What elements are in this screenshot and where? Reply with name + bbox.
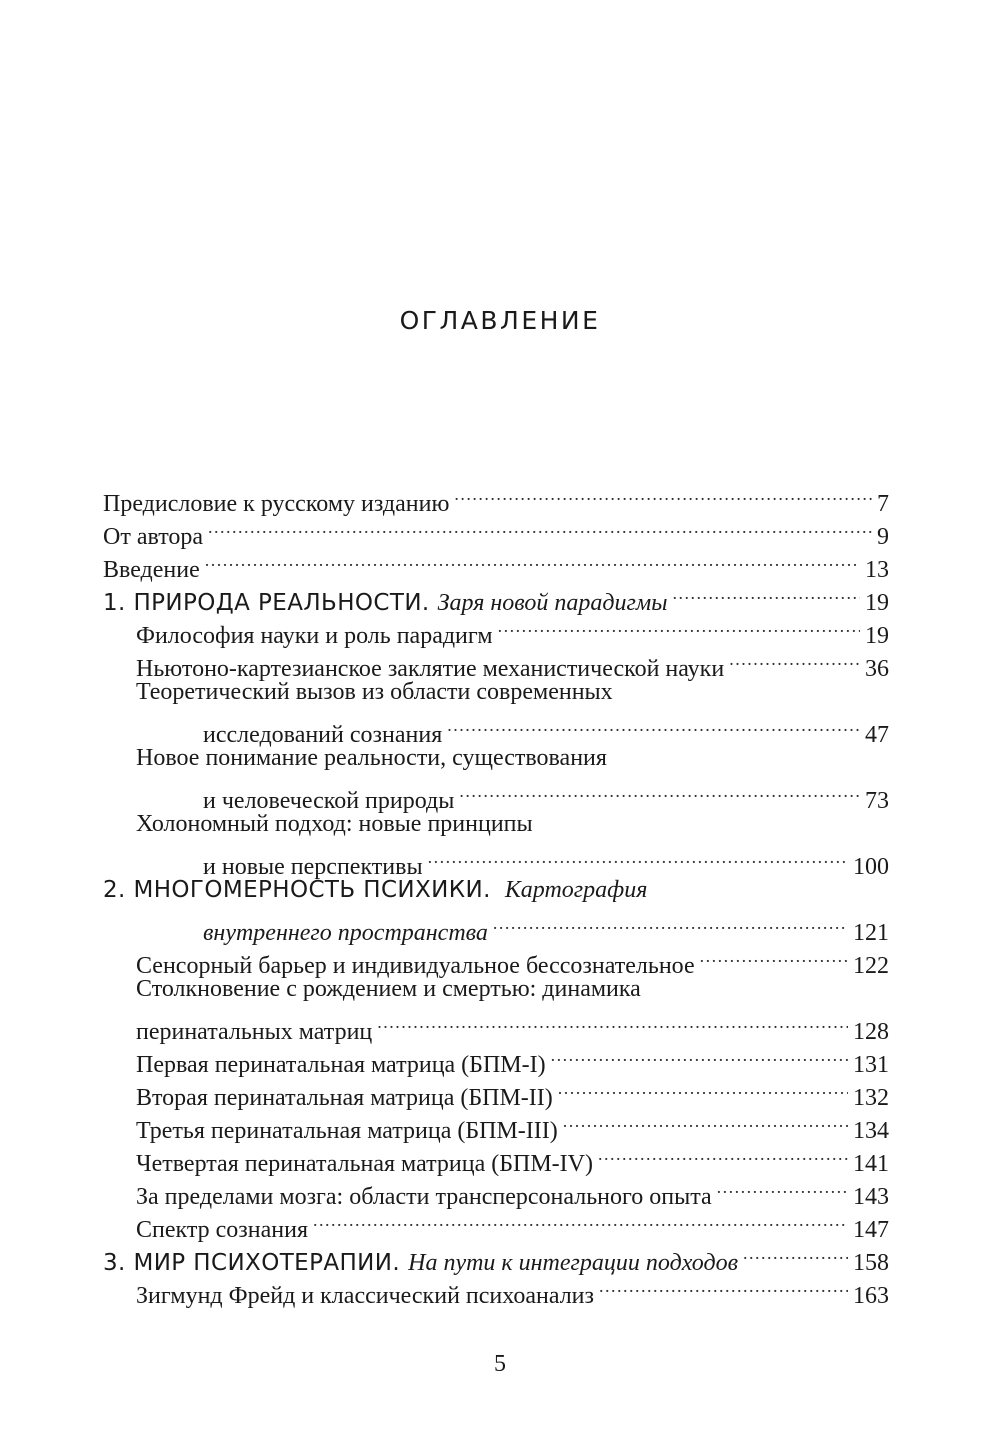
toc-entry-title: Третья перинатальная матрица (БПМ-III) <box>136 1118 558 1144</box>
table-of-contents <box>103 478 889 1309</box>
toc-entry-title: От автора <box>103 524 204 550</box>
dot-leader <box>599 1270 848 1303</box>
toc-page-number: 134 <box>853 1118 889 1144</box>
dot-leader <box>672 577 860 610</box>
dot-leader <box>563 1105 848 1138</box>
toc-page-number: 121 <box>853 920 889 946</box>
dot-leader <box>313 1204 848 1237</box>
chapter-subtitle: Заря новой парадигмы <box>437 590 668 616</box>
dot-leader <box>454 478 872 511</box>
toc-page-number: 122 <box>853 953 889 979</box>
toc-page-number: 47 <box>865 722 889 748</box>
toc-page-number: 19 <box>865 590 889 616</box>
toc-entry-title-continued: и человеческой природы <box>203 788 455 814</box>
toc-entry[interactable] <box>103 610 889 649</box>
toc-entry-title: Введение <box>103 557 200 583</box>
dot-leader <box>551 1039 848 1072</box>
toc-entry-title: Философия науки и роль парадигм <box>136 623 493 649</box>
dot-leader <box>743 1237 848 1270</box>
chapter-title: 3. МИР ПСИХОТЕРАПИИ. <box>103 1250 401 1276</box>
toc-entry-title: Теоретический вызов из области современных <box>136 679 613 705</box>
toc-entry-title: Вторая перинатальная матрица (БПМ-II) <box>136 1085 553 1111</box>
toc-entry[interactable] <box>103 676 889 748</box>
toc-entry-title-continued: перинатальных матриц <box>136 1019 373 1045</box>
toc-entry[interactable] <box>103 1039 889 1078</box>
toc-page-number: 128 <box>853 1019 889 1045</box>
dot-leader <box>558 1072 848 1105</box>
dot-leader <box>447 709 860 742</box>
page-title: ОГЛАВЛЕНИЕ <box>399 306 601 335</box>
toc-page-number: 158 <box>853 1250 889 1276</box>
dot-leader <box>205 544 860 577</box>
toc-page-number: 131 <box>853 1052 889 1078</box>
toc-entry-title: Первая перинатальная матрица (БПМ-I) <box>136 1052 546 1078</box>
toc-page-number: 143 <box>853 1184 889 1210</box>
toc-entry-title: Новое понимание реальности, существования <box>136 745 607 771</box>
toc-entry[interactable] <box>103 1072 889 1111</box>
toc-entry-title: Предисловие к русскому изданию <box>103 491 450 517</box>
dot-leader <box>729 643 860 676</box>
toc-page-number: 36 <box>865 656 889 682</box>
toc-page-number: 141 <box>853 1151 889 1177</box>
chapter-title: 1. ПРИРОДА РЕАЛЬНОСТИ. <box>103 590 430 616</box>
dot-leader <box>377 1006 848 1039</box>
dot-leader <box>598 1138 848 1171</box>
toc-entry[interactable] <box>103 1270 889 1309</box>
toc-chapter[interactable] <box>103 1237 889 1276</box>
toc-page-number: 163 <box>853 1283 889 1309</box>
toc-entry-title: Столкновение с рождением и смертью: динамика <box>136 976 641 1002</box>
toc-page-number: 13 <box>865 557 889 583</box>
dot-leader <box>493 907 848 940</box>
toc-entry[interactable] <box>103 478 889 517</box>
toc-entry-title: Спектр сознания <box>136 1217 308 1243</box>
dot-leader <box>428 841 848 874</box>
toc-entry[interactable] <box>103 1105 889 1144</box>
toc-chapter[interactable] <box>103 874 889 946</box>
toc-entry[interactable] <box>103 973 889 1045</box>
toc-entry[interactable] <box>103 742 889 814</box>
toc-page-number: 100 <box>853 854 889 880</box>
toc-page-number: 73 <box>865 788 889 814</box>
toc-entry-title-continued: исследований сознания <box>203 722 443 748</box>
toc-page-number: 19 <box>865 623 889 649</box>
toc-entry-title: Сенсорный барьер и индивидуальное бессознательное <box>136 953 695 979</box>
toc-page-number: 7 <box>877 491 889 517</box>
chapter-subtitle-continued: внутреннего пространства <box>203 920 488 946</box>
chapter-subtitle: На пути к интеграции подходов <box>408 1250 739 1276</box>
toc-entry[interactable] <box>103 1138 889 1177</box>
toc-entry-title: Зигмунд Фрейд и классический психоанализ <box>136 1283 594 1309</box>
toc-entry[interactable] <box>103 1204 889 1243</box>
toc-entry[interactable] <box>103 808 889 880</box>
dot-leader <box>208 511 872 544</box>
toc-chapter[interactable] <box>103 577 889 616</box>
toc-page-number: 147 <box>853 1217 889 1243</box>
toc-page-number: 9 <box>877 524 889 550</box>
toc-entry-title: Ньютоно-картезианское заклятие механистической науки <box>136 656 725 682</box>
toc-entry[interactable] <box>103 544 889 583</box>
chapter-subtitle: Картография <box>504 877 648 903</box>
toc-entry-title: За пределами мозга: области трансперсонального опыта <box>136 1184 712 1210</box>
toc-entry-title: Холономный подход: новые принципы <box>136 811 533 837</box>
toc-entry[interactable] <box>103 643 889 682</box>
dot-leader <box>700 940 848 973</box>
dot-leader <box>459 775 860 808</box>
toc-entry-title: Четвертая перинатальная матрица (БПМ-IV) <box>136 1151 593 1177</box>
toc-entry[interactable] <box>103 511 889 550</box>
dot-leader <box>717 1171 848 1204</box>
chapter-title: 2. МНОГОМЕРНОСТЬ ПСИХИКИ. <box>103 877 491 903</box>
toc-entry[interactable] <box>103 940 889 979</box>
page-number-footer: 5 <box>494 1351 506 1377</box>
toc-page-number: 132 <box>853 1085 889 1111</box>
toc-entry-title-continued: и новые перспективы <box>203 854 423 880</box>
dot-leader <box>498 610 860 643</box>
toc-entry[interactable] <box>103 1171 889 1210</box>
